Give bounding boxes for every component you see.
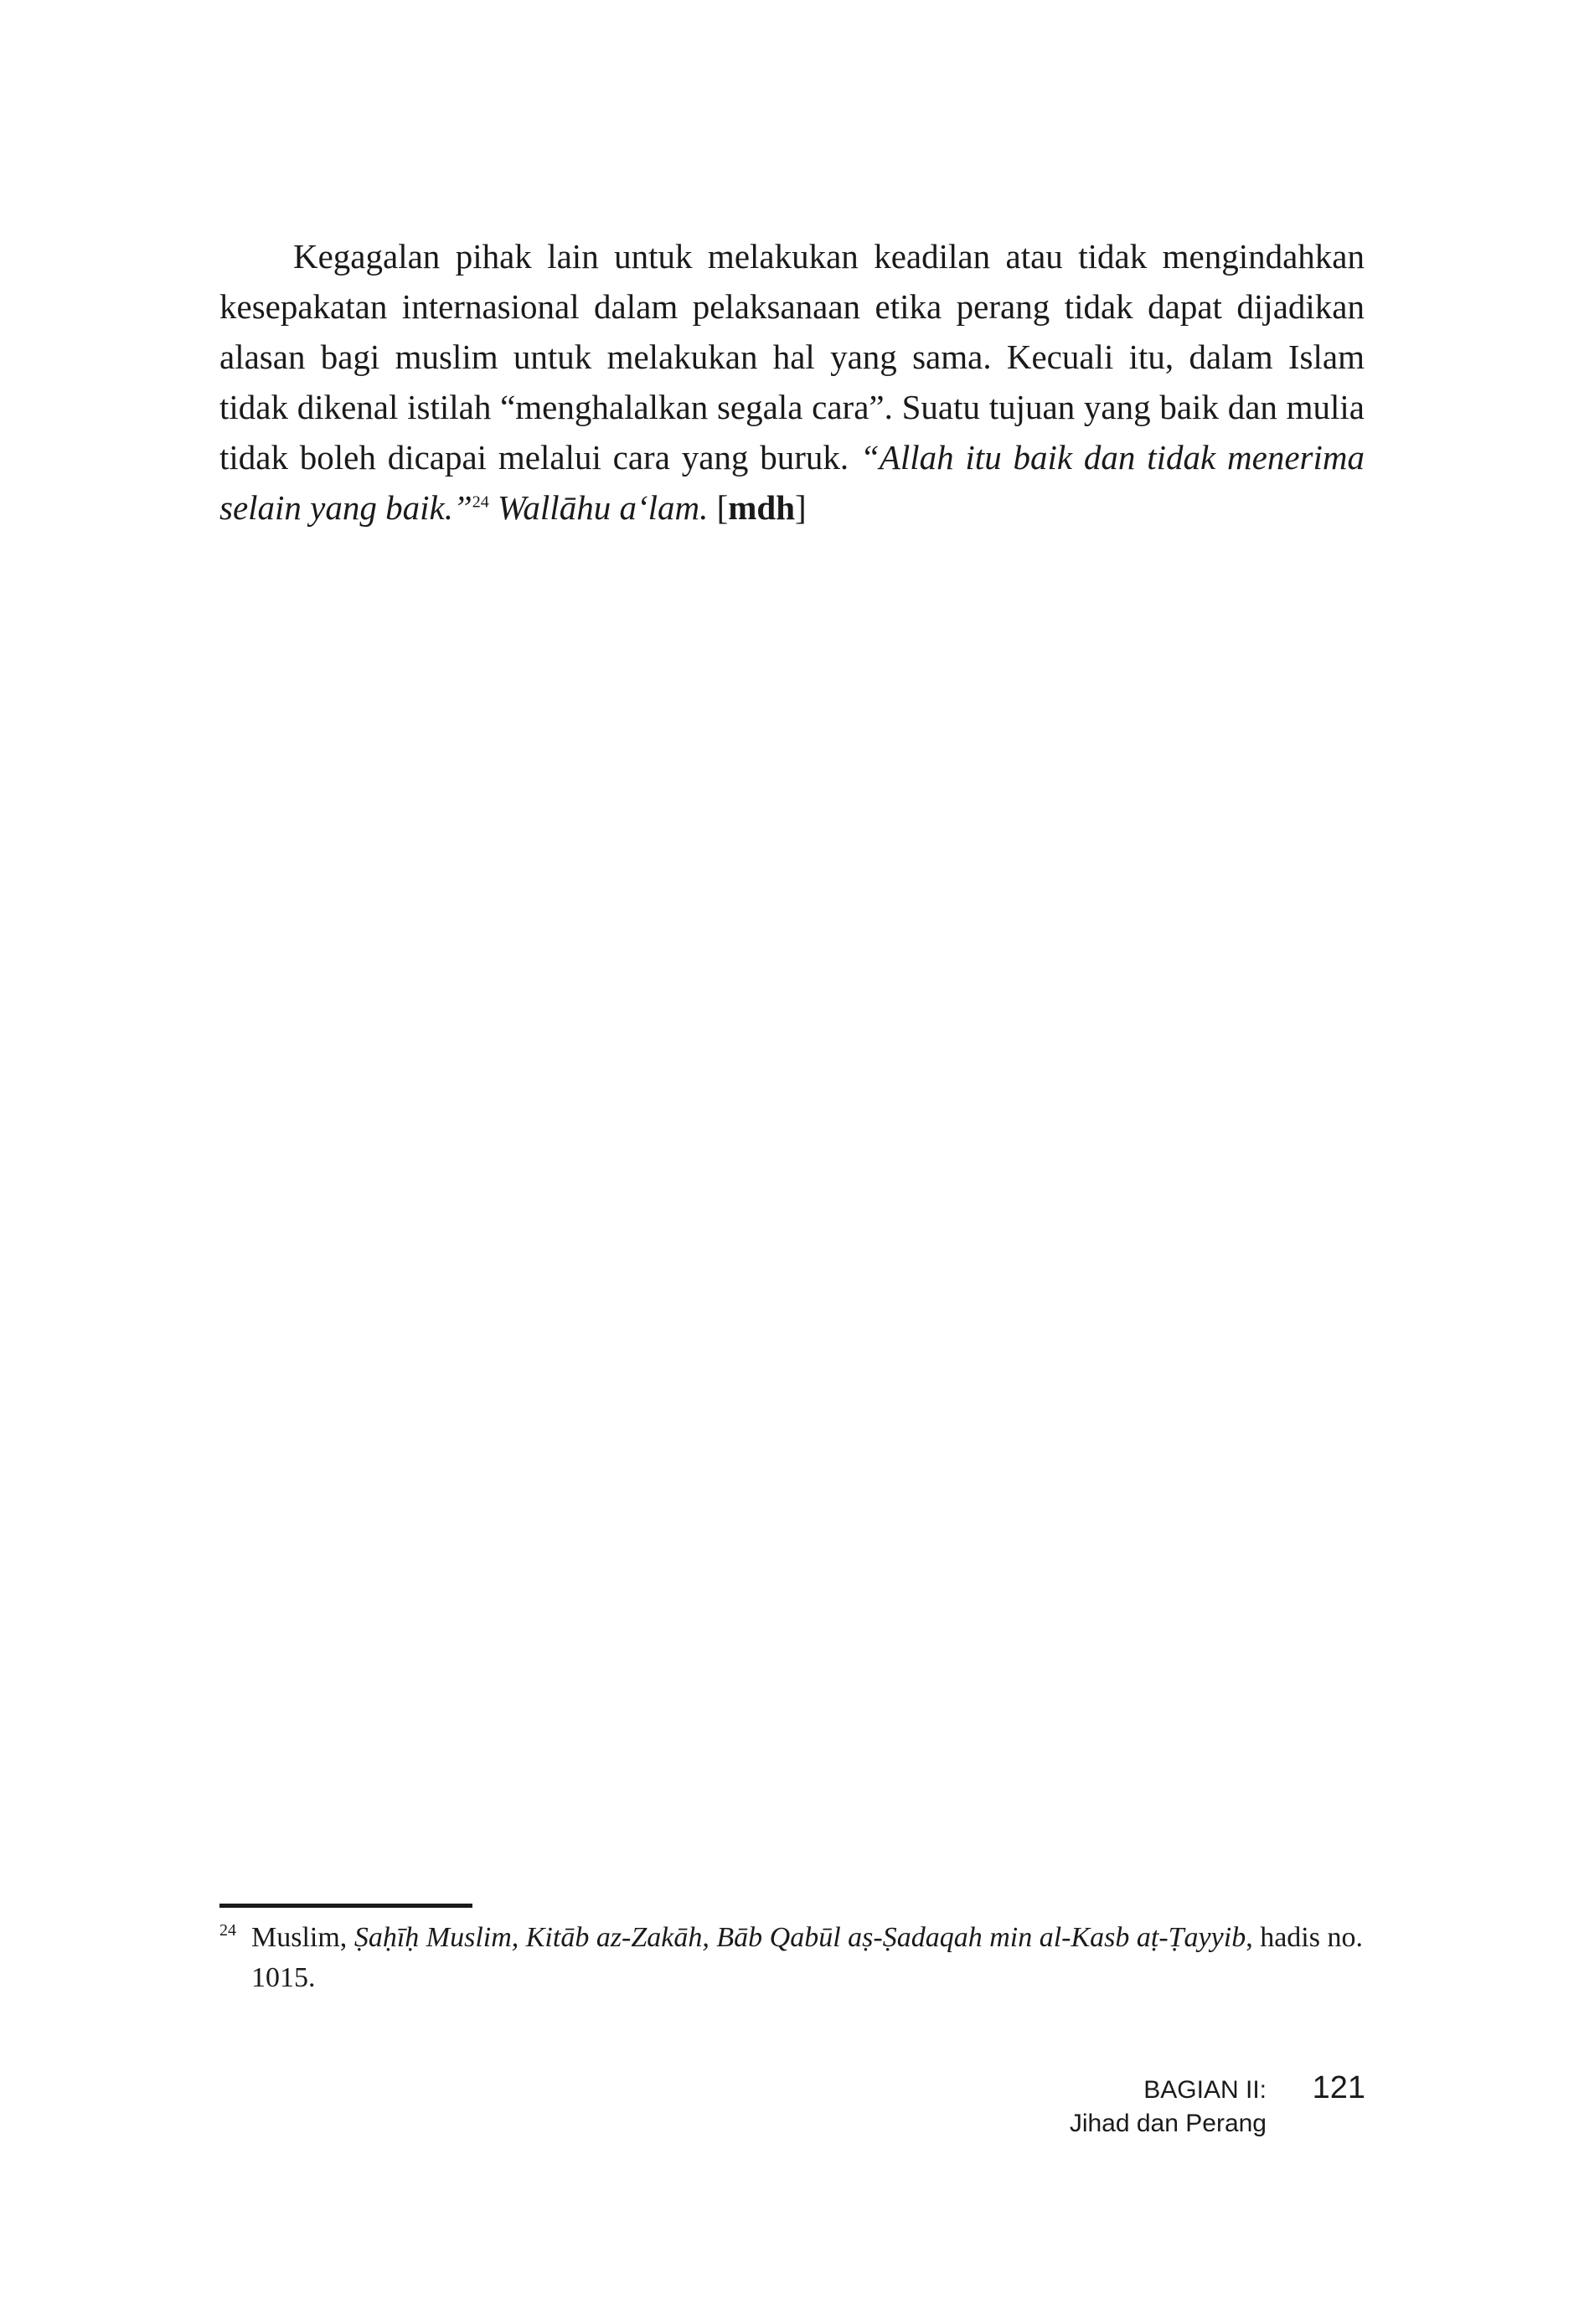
section-name: Jihad dan Perang [1069,2110,1267,2137]
section-label: BAGIAN II: [1143,2076,1267,2104]
footnote-number: 24 [219,1921,236,1940]
footnote-divider [219,1904,472,1908]
footnote-reference[interactable]: 24 [472,492,489,512]
footnote-book-title: Ṣaḥīḥ Muslim, Kitāb az-Zakāh, Bāb Qabūl aṣ-Ṣadaqah min al-Kasb aṭ-Ṭayyib [353,1922,1246,1953]
closing-phrase: Wallāhu a‘lam. [498,488,709,527]
page-footer [921,2067,1365,2151]
page-number: 121 [1312,2070,1365,2105]
paragraph-text: Kegagalan pihak lain untuk melakukan keadilan atau tidak mengindahkan kesepakatan internasional dalam pelaksanaan etika perang tidak dapat dijadikan alasan bagi muslim untuk melakukan hal yang sama. Kecuali itu, dalam Islam tidak dikenal istilah “menghalalkan segala cara”. Suatu tujuan yang baik dan mulia tidak boleh dicapai melalui cara yang buruk. [219,237,1365,477]
running-section-title [1070,2074,1267,2141]
tag-open-bracket: [ [716,488,729,527]
footnote-author: Muslim, [251,1922,354,1953]
author-tag [717,488,807,527]
body-paragraph [219,231,1365,533]
footnote-hadith-number: , hadis no. 1015. [251,1922,1363,1993]
footnote [219,1918,1365,1998]
hadith-quote: “Allah itu baik dan tidak menerima selain yang baik.” [219,438,1365,527]
footnote-text [251,1918,1365,1998]
tag-close-bracket: ] [795,488,807,527]
author-initials: mdh [728,488,796,527]
